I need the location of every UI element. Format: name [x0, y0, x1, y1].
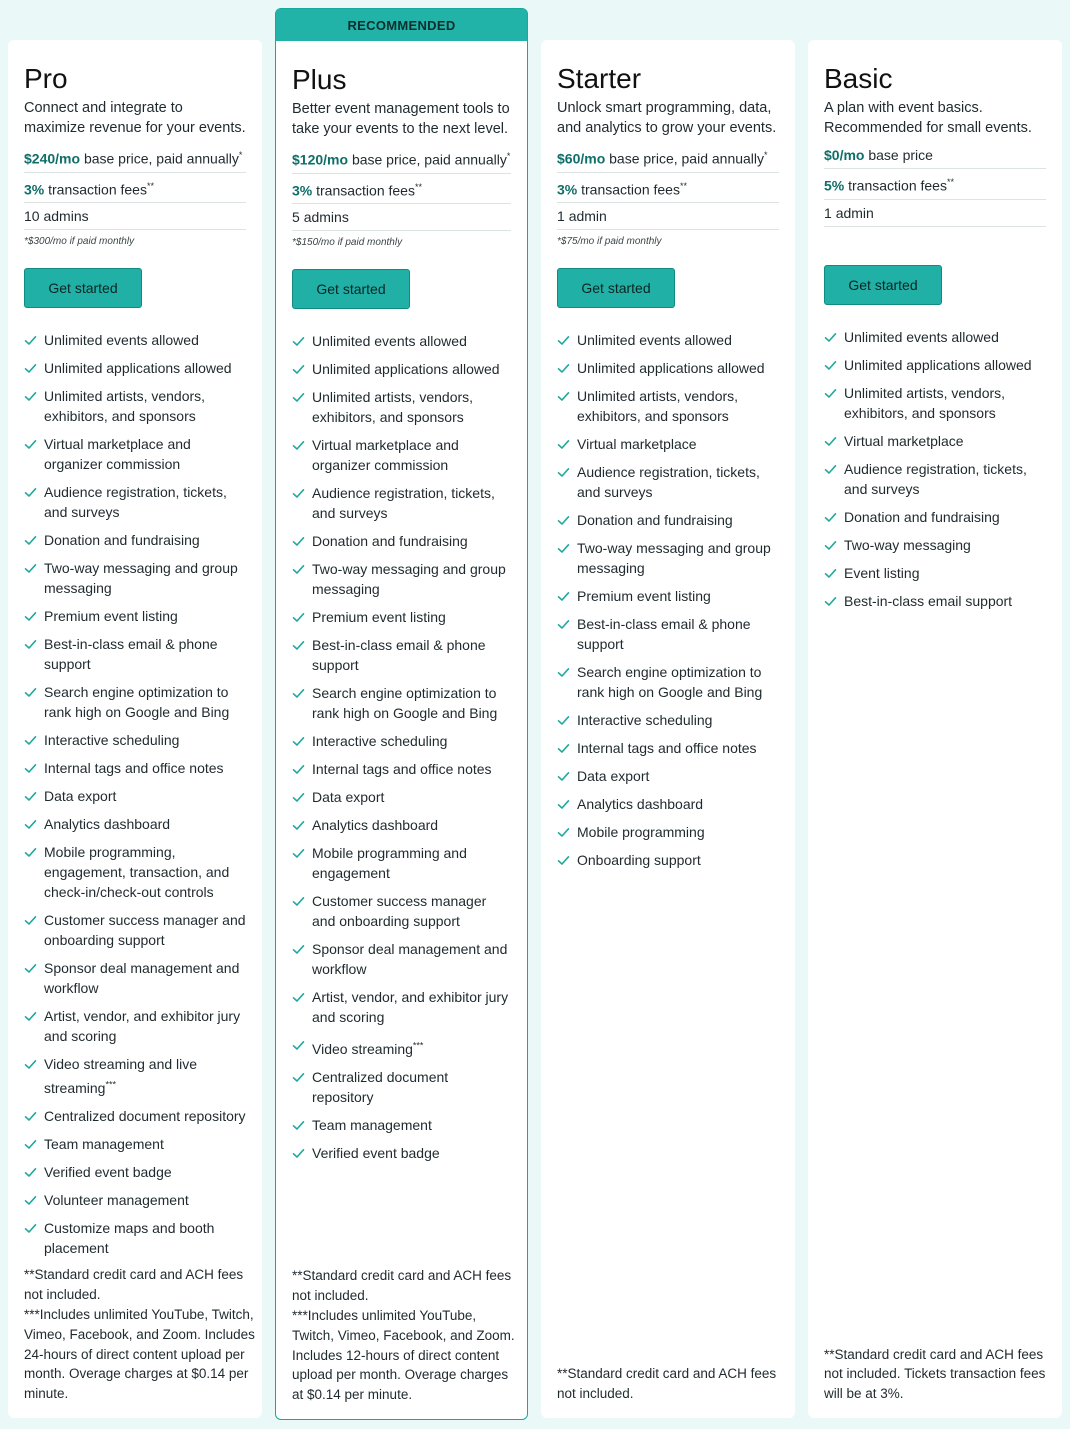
feature-text: Virtual marketplace and organizer commission — [312, 437, 459, 474]
feature-text: Volunteer management — [44, 1191, 189, 1208]
feature-item — [824, 355, 1046, 375]
feature-text: Verified event badge — [44, 1163, 172, 1180]
monthly-price-note: *$75/mo if paid monthly — [557, 236, 662, 248]
feature-item — [292, 815, 511, 835]
admins-count: 5 — [292, 209, 300, 226]
fee-row — [24, 173, 246, 204]
feature-item — [824, 507, 1046, 527]
feature-text: Search engine optimization to rank high on Google and Bing — [44, 684, 230, 721]
feature-item — [557, 434, 779, 454]
check-icon — [24, 1164, 37, 1177]
feature-text: Internal tags and office notes — [312, 761, 492, 778]
feature-item — [24, 558, 246, 598]
feature-item — [557, 710, 779, 730]
feature-list — [824, 327, 1046, 611]
feature-item — [557, 538, 779, 578]
price-mark: * — [764, 150, 768, 160]
feature-text: Data export — [312, 789, 385, 806]
check-icon — [292, 533, 305, 546]
check-icon — [24, 844, 37, 857]
feature-text: Unlimited events allowed — [312, 333, 467, 350]
check-icon — [292, 1145, 305, 1158]
feature-text: Mobile programming and engagement — [312, 845, 467, 882]
plan-description: Better event management tools to take your events to the next level. — [292, 101, 510, 137]
fee-row — [824, 169, 1046, 200]
fee-footnote: **Standard credit card and ACH fees not included. — [557, 1366, 777, 1402]
fee-value: 3% — [24, 181, 45, 198]
feature-item — [24, 358, 246, 378]
feature-text: Donation and fundraising — [44, 532, 200, 549]
feature-text: Analytics dashboard — [44, 816, 171, 833]
check-icon — [24, 560, 37, 573]
feature-text: Unlimited applications allowed — [44, 360, 232, 377]
fee-suffix: transaction fees — [48, 181, 147, 198]
feature-item — [292, 787, 511, 807]
feature-item — [292, 435, 511, 475]
feature-text: Mobile programming — [577, 824, 705, 841]
check-icon — [557, 852, 570, 865]
check-icon — [824, 357, 837, 370]
price-value: $60/mo — [557, 150, 606, 167]
feature-text: Virtual marketplace — [577, 436, 697, 453]
feature-item — [292, 759, 511, 779]
monthly-price-note: *$300/mo if paid monthly — [24, 236, 135, 248]
feature-text: Internal tags and office notes — [44, 760, 224, 777]
feature-text: Onboarding support — [577, 852, 701, 869]
check-icon — [292, 561, 305, 574]
check-icon — [24, 816, 37, 829]
check-icon — [824, 593, 837, 606]
feature-item — [292, 1143, 511, 1163]
feature-item — [24, 1190, 246, 1210]
check-icon — [292, 789, 305, 802]
check-icon — [292, 1037, 305, 1050]
feature-item — [557, 358, 779, 378]
check-icon — [24, 1136, 37, 1149]
fee-value: 5% — [824, 177, 845, 194]
check-icon — [292, 761, 305, 774]
feature-text: Team management — [312, 1116, 432, 1133]
feature-text: Donation and fundraising — [577, 512, 733, 529]
check-icon — [24, 1108, 37, 1121]
feature-item — [824, 431, 1046, 451]
feature-text: Verified event badge — [312, 1144, 440, 1161]
feature-item — [557, 510, 779, 530]
feature-item — [557, 822, 779, 842]
feature-item — [24, 1134, 246, 1154]
admins-count: 10 — [24, 208, 40, 225]
price-value: $240/mo — [24, 150, 81, 167]
feature-text: Best-in-class email support — [844, 592, 1013, 609]
check-icon — [24, 684, 37, 697]
feature-item — [292, 331, 511, 351]
fee-footnote: **Standard credit card and ACH fees not included. — [24, 1267, 244, 1303]
feature-item — [292, 987, 511, 1027]
check-icon — [824, 565, 837, 578]
admins-count: 1 — [557, 208, 565, 225]
feature-item — [557, 462, 779, 502]
plan-name: Pro — [24, 63, 68, 94]
feature-text: Event listing — [844, 564, 920, 581]
check-icon — [292, 685, 305, 698]
feature-text: Artist, vendor, and exhibitor jury and scoring — [44, 1008, 241, 1045]
feature-item — [24, 434, 246, 474]
feature-text: Best-in-class email & phone support — [312, 637, 486, 674]
feature-item — [24, 842, 246, 902]
check-icon — [292, 1117, 305, 1130]
feature-text: Unlimited artists, vendors, exhibitors, and sponsors — [44, 388, 206, 425]
get-started-button[interactable]: Get started — [557, 268, 675, 308]
check-icon — [557, 712, 570, 725]
footnote-mark: *** — [412, 1040, 424, 1051]
feature-text: Centralized document repository — [312, 1068, 449, 1105]
check-icon — [24, 1008, 37, 1021]
feature-item — [824, 535, 1046, 555]
plan-description: Unlock smart programming, data, and analytics to grow your events. — [557, 100, 777, 136]
feature-text: Sponsor deal management and workflow — [44, 960, 240, 997]
plan-footnotes — [292, 1266, 521, 1405]
check-icon — [292, 733, 305, 746]
feature-item — [24, 1054, 246, 1098]
feature-item — [557, 738, 779, 758]
price-row — [824, 142, 1046, 169]
check-icon — [24, 636, 37, 649]
check-icon — [557, 436, 570, 449]
feature-item — [557, 586, 779, 606]
fee-value: 3% — [557, 181, 578, 198]
admins-row — [557, 203, 779, 230]
price-suffix: base price, paid annually — [351, 151, 507, 168]
feature-text: Unlimited applications allowed — [312, 361, 500, 378]
plan-description: Connect and integrate to maximize revenue for your events. — [24, 100, 246, 136]
feature-item — [292, 1035, 511, 1059]
feature-item — [557, 766, 779, 786]
check-icon — [24, 1056, 37, 1069]
feature-text: Sponsor deal management and workflow — [312, 941, 508, 978]
check-icon — [557, 512, 570, 525]
admins-label: admins — [43, 208, 89, 225]
monthly-price-note — [824, 233, 1046, 247]
check-icon — [292, 609, 305, 622]
feature-item — [292, 939, 511, 979]
check-icon — [24, 760, 37, 773]
feature-text: Unlimited events allowed — [44, 332, 199, 349]
footnote-mark: *** — [105, 1079, 116, 1090]
feature-text: Centralized document repository — [44, 1107, 246, 1124]
feature-item — [24, 634, 246, 674]
feature-item — [292, 683, 511, 723]
feature-text: Virtual marketplace — [844, 432, 964, 449]
check-icon — [24, 912, 37, 925]
feature-text: Team management — [44, 1135, 164, 1152]
feature-text: Mobile programming, engagement, transaction, and check-in/check-out controls — [44, 844, 230, 901]
fee-mark: ** — [146, 180, 154, 191]
feature-text: Audience registration, tickets, and surveys — [844, 460, 1027, 497]
feature-text: Unlimited events allowed — [577, 332, 732, 349]
recommended-badge: RECOMMENDED — [276, 9, 527, 41]
check-icon — [292, 1069, 305, 1082]
feature-item — [24, 682, 246, 722]
plan-card-basic — [808, 40, 1062, 1418]
feature-list — [24, 330, 246, 1258]
price-row — [24, 142, 246, 173]
check-icon — [292, 817, 305, 830]
monthly-price-note: *$150/mo if paid monthly — [292, 237, 403, 249]
feature-item — [292, 891, 511, 931]
feature-text: Interactive scheduling — [44, 732, 180, 749]
get-started-button[interactable]: Get started — [24, 268, 142, 308]
feature-item — [292, 635, 511, 675]
feature-text: Premium event listing — [312, 609, 446, 626]
check-icon — [557, 540, 570, 553]
check-icon — [557, 768, 570, 781]
feature-text: Search engine optimization to rank high on Google and Bing — [312, 685, 498, 722]
check-icon — [824, 385, 837, 398]
feature-item — [824, 459, 1046, 499]
price-value: $120/mo — [292, 151, 349, 168]
feature-item — [292, 1067, 511, 1107]
price-mark: * — [506, 151, 511, 161]
check-icon — [557, 332, 570, 345]
feature-item — [24, 606, 246, 626]
check-icon — [557, 464, 570, 477]
feature-text: Best-in-class email & phone support — [44, 636, 218, 673]
feature-text: Video streaming and live streaming*** — [44, 1056, 198, 1096]
feature-text: Two-way messaging and group messaging — [312, 561, 506, 598]
feature-text: Video streaming*** — [312, 1040, 424, 1057]
check-icon — [557, 588, 570, 601]
feature-item — [824, 327, 1046, 347]
feature-text: Customer success manager and onboarding support — [44, 912, 246, 949]
admins-row — [292, 204, 511, 231]
feature-list — [557, 330, 779, 870]
feature-item — [24, 730, 246, 750]
admins-row — [824, 200, 1046, 227]
feature-item — [557, 794, 779, 814]
check-icon — [292, 361, 305, 374]
check-icon — [292, 893, 305, 906]
admins-row — [24, 203, 246, 230]
price-mark: * — [238, 150, 243, 160]
price-suffix: base price — [868, 147, 933, 163]
get-started-button[interactable]: Get started — [824, 265, 942, 305]
check-icon — [292, 989, 305, 1002]
plan-name: Starter — [557, 63, 642, 94]
fee-mark: ** — [414, 181, 422, 192]
feature-item — [24, 530, 246, 550]
price-value: $0/mo — [824, 147, 865, 163]
check-icon — [24, 608, 37, 621]
feature-text: Search engine optimization to rank high on Google and Bing — [577, 664, 763, 701]
feature-text: Customize maps and booth placement — [44, 1219, 215, 1256]
feature-text: Analytics dashboard — [312, 817, 439, 834]
get-started-button[interactable]: Get started — [292, 269, 410, 309]
plan-name: Basic — [824, 63, 893, 94]
fee-footnote: **Standard credit card and ACH fees not included. Tickets transaction fees will be at 3%. — [824, 1346, 1046, 1402]
plan-description: A plan with event basics. Recommended for small events. — [824, 100, 1032, 136]
price-row — [292, 143, 511, 174]
feature-text: Two-way messaging and group messaging — [577, 540, 771, 577]
feature-text: Best-in-class email & phone support — [577, 616, 751, 653]
fee-row — [292, 174, 511, 205]
check-icon — [557, 740, 570, 753]
check-icon — [24, 732, 37, 745]
feature-item — [292, 607, 511, 627]
feature-item — [24, 1006, 246, 1046]
price-suffix: base price, paid annually — [609, 150, 765, 167]
feature-item — [292, 1115, 511, 1135]
feature-text: Unlimited applications allowed — [577, 360, 765, 377]
feature-text: Data export — [44, 788, 117, 805]
feature-text: Premium event listing — [44, 608, 178, 625]
admins-label: admin — [568, 208, 607, 225]
plan-footnotes — [824, 1345, 1056, 1404]
feature-item — [24, 758, 246, 778]
feature-text: Donation and fundraising — [312, 533, 468, 550]
feature-item — [824, 383, 1046, 423]
fee-suffix: transaction fees — [316, 182, 415, 199]
check-icon — [824, 461, 837, 474]
admins-label: admin — [835, 204, 874, 221]
check-icon — [24, 960, 37, 973]
fee-footnote: **Standard credit card and ACH fees not included. — [292, 1268, 512, 1304]
feature-item — [292, 387, 511, 427]
check-icon — [557, 824, 570, 837]
feature-item — [24, 1218, 246, 1258]
check-icon — [824, 433, 837, 446]
check-icon — [24, 788, 37, 801]
feature-list — [292, 331, 511, 1163]
feature-text: Interactive scheduling — [312, 733, 448, 750]
plan-card-starter — [541, 40, 795, 1418]
feature-item — [824, 563, 1046, 583]
feature-item — [24, 386, 246, 426]
plan-footnotes — [557, 1364, 789, 1404]
feature-text: Audience registration, tickets, and surveys — [312, 485, 495, 522]
feature-text: Data export — [577, 768, 650, 785]
feature-text: Virtual marketplace and organizer commission — [44, 436, 191, 473]
fee-suffix: transaction fees — [581, 181, 680, 198]
check-icon — [292, 845, 305, 858]
check-icon — [824, 329, 837, 342]
plan-card-plus — [275, 8, 528, 1420]
fee-value: 3% — [292, 182, 313, 199]
price-suffix: base price, paid annually — [83, 150, 239, 167]
feature-item — [24, 786, 246, 806]
check-icon — [557, 796, 570, 809]
check-icon — [292, 437, 305, 450]
check-icon — [24, 1220, 37, 1233]
feature-text: Unlimited artists, vendors, exhibitors, and sponsors — [844, 384, 1006, 421]
feature-text: Internal tags and office notes — [577, 740, 757, 757]
streaming-footnote: ***Includes unlimited YouTube, Twitch, Vimeo, Facebook, and Zoom. Includes 24-hours of direct content upload per month. Overage charges at $0.14 per minute. — [24, 1307, 255, 1402]
feature-item — [24, 814, 246, 834]
feature-item — [557, 614, 779, 654]
check-icon — [292, 389, 305, 402]
fee-mark: ** — [946, 177, 954, 187]
feature-item — [557, 386, 779, 426]
check-icon — [557, 388, 570, 401]
feature-item — [824, 591, 1046, 611]
check-icon — [557, 616, 570, 629]
feature-text: Two-way messaging and group messaging — [44, 560, 238, 597]
feature-text: Unlimited applications allowed — [844, 356, 1032, 373]
check-icon — [292, 637, 305, 650]
fee-row — [557, 173, 779, 204]
fee-mark: ** — [679, 180, 687, 191]
check-icon — [24, 360, 37, 373]
feature-text: Unlimited artists, vendors, exhibitors, and sponsors — [577, 388, 739, 425]
plan-card-pro — [8, 40, 262, 1418]
feature-item — [557, 850, 779, 870]
admins-label: admins — [303, 209, 349, 226]
check-icon — [24, 332, 37, 345]
feature-text: Unlimited events allowed — [844, 328, 999, 345]
feature-text: Audience registration, tickets, and surveys — [44, 484, 227, 521]
check-icon — [824, 537, 837, 550]
check-icon — [24, 1192, 37, 1205]
feature-item — [292, 359, 511, 379]
feature-item — [24, 330, 246, 350]
feature-item — [292, 843, 511, 883]
check-icon — [292, 485, 305, 498]
check-icon — [24, 532, 37, 545]
check-icon — [292, 333, 305, 346]
feature-text: Customer success manager and onboarding support — [312, 893, 487, 930]
feature-item — [292, 731, 511, 751]
feature-text: Analytics dashboard — [577, 796, 704, 813]
check-icon — [292, 941, 305, 954]
fee-suffix: transaction fees — [848, 177, 947, 194]
feature-item — [24, 910, 246, 950]
feature-text: Premium event listing — [577, 588, 711, 605]
check-icon — [557, 664, 570, 677]
check-icon — [24, 484, 37, 497]
feature-item — [292, 483, 511, 523]
feature-item — [557, 330, 779, 350]
feature-text: Interactive scheduling — [577, 712, 713, 729]
feature-text: Donation and fundraising — [844, 508, 1000, 525]
feature-item — [24, 1162, 246, 1182]
streaming-footnote: ***Includes unlimited YouTube, Twitch, Vimeo, Facebook, and Zoom. Includes 12-hours of direct content upload per month. Overage charges at $0.14 per minute. — [292, 1308, 515, 1403]
plan-footnotes — [24, 1265, 256, 1404]
plan-name: Plus — [292, 64, 347, 95]
check-icon — [24, 436, 37, 449]
check-icon — [557, 360, 570, 373]
feature-item — [24, 482, 246, 522]
feature-text: Unlimited artists, vendors, exhibitors, and sponsors — [312, 389, 474, 426]
check-icon — [824, 509, 837, 522]
check-icon — [24, 388, 37, 401]
feature-item — [557, 662, 779, 702]
feature-text: Audience registration, tickets, and surveys — [577, 464, 760, 501]
feature-item — [292, 531, 511, 551]
feature-item — [24, 958, 246, 998]
feature-item — [24, 1106, 246, 1126]
feature-item — [292, 559, 511, 599]
feature-text: Artist, vendor, and exhibitor jury and scoring — [312, 989, 509, 1026]
admins-count: 1 — [824, 204, 832, 221]
feature-text: Two-way messaging — [844, 536, 971, 553]
price-row — [557, 142, 779, 173]
